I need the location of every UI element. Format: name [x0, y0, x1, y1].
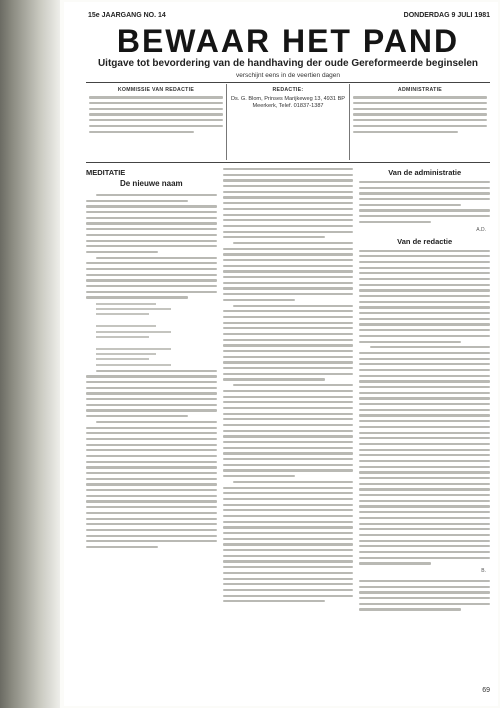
masthead-subtitle: Uitgave tot bevordering van de handhaving der oude Gereformeerde beginselen	[97, 58, 479, 69]
divider	[86, 162, 490, 163]
admin-text	[359, 181, 490, 223]
volume-number: 15e JAARGANG NO. 14	[88, 12, 166, 19]
redactie-signature: B.	[481, 568, 487, 574]
redactie-text	[359, 250, 490, 565]
column-meditatie	[86, 168, 217, 652]
redactie-section-title: Van de redactie	[397, 236, 453, 246]
page-number: 69	[482, 687, 490, 694]
meditatie-text	[86, 194, 217, 299]
admin-signature: A.D.	[476, 226, 487, 233]
redactie-box-text: Ds. G. Blom, Prinses Marijkeweg 13, 4931 BP Meerkerk, Telef. 01837-1387	[230, 96, 346, 110]
newspaper-page	[64, 2, 498, 706]
scan-margin	[0, 0, 60, 708]
admin-section-title: Van de administratie	[388, 168, 462, 177]
publication-frequency: verschijnt eens in de veertien dagen	[235, 72, 341, 79]
top-bar	[64, 12, 498, 19]
divider	[86, 82, 490, 83]
poem-verse	[96, 303, 217, 366]
meditatie-section-title: MEDITATIE	[86, 168, 126, 177]
redactie-text-continued	[359, 580, 490, 611]
administratie-title: ADMINISTRATIE	[397, 87, 443, 93]
column-middle	[223, 168, 354, 652]
article-columns	[86, 168, 490, 652]
middle-text	[223, 168, 354, 602]
meditatie-text-continued	[86, 370, 217, 549]
meditatie-headline: De nieuwe naam	[119, 179, 183, 188]
column-right	[359, 168, 490, 652]
issue-date: DONDERDAG 9 JULI 1981	[403, 12, 490, 19]
masthead-title: BEWAAR HET PAND	[116, 23, 460, 59]
administratie-box	[350, 84, 490, 160]
redactie-box-title: REDACTIE:	[272, 87, 304, 93]
administratie-text	[353, 96, 487, 132]
commissie-box	[86, 84, 226, 160]
commissie-text	[89, 96, 223, 132]
redactie-box	[226, 84, 350, 160]
commissie-title: KOMMISSIE VAN REDACTIE	[117, 87, 195, 93]
info-boxes	[86, 84, 490, 160]
